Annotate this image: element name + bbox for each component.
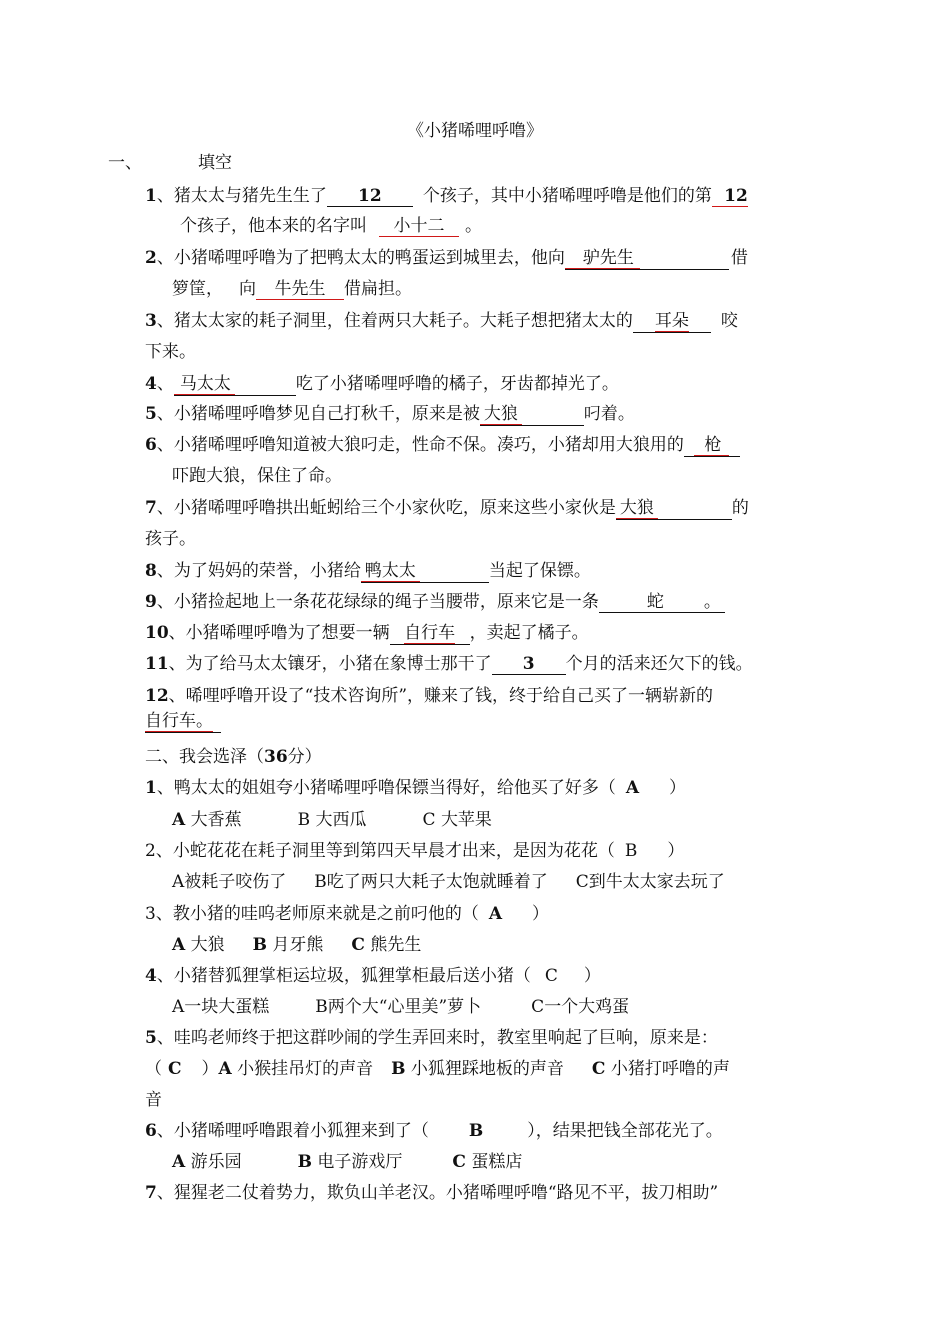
question-text: 哇呜老师终于把这群吵闹的学生弄回来时，教室里响起了巨响，原来是：	[173, 1028, 718, 1048]
question-3-line-2	[145, 337, 196, 362]
separator: 、	[156, 778, 174, 798]
answer-text: 马太太	[174, 374, 235, 395]
answer-text: 12	[358, 186, 382, 206]
question-10	[145, 618, 589, 645]
answer-text: 小十二	[393, 216, 445, 236]
option-letter: C	[591, 1059, 606, 1079]
choice-7-question	[145, 1178, 718, 1203]
answer-blank	[174, 374, 296, 396]
answer-text: 枪	[694, 435, 729, 456]
option-text: 一块大蛋糕	[184, 997, 270, 1017]
question-7-line-2	[145, 524, 196, 549]
answer-blank	[616, 498, 732, 520]
question-text: 小猪唏哩呼噜为了把鸭太太的鸭蛋运到城里去，他向	[173, 248, 565, 268]
question-3-line-1	[145, 306, 738, 333]
answer-text: 自行车	[404, 623, 456, 643]
separator: 、	[156, 374, 174, 394]
section-label: 二、我会选泽（	[145, 747, 264, 767]
answer-blank	[379, 216, 459, 237]
separator: 、	[168, 623, 186, 643]
option-letter: C	[452, 1152, 466, 1172]
answer-text: C	[168, 1059, 182, 1079]
separator: 、	[156, 435, 174, 455]
question-7-line-1	[145, 493, 749, 520]
question-number: 8	[145, 561, 157, 581]
question-text: 孩子。	[145, 529, 196, 549]
question-text: 小猪唏哩呼噜梦见自己打秋千，原来是被	[173, 404, 480, 424]
answer-text: 耳朵	[654, 311, 689, 331]
answer-text: B	[624, 841, 638, 861]
option-letter: B	[252, 935, 267, 955]
separator: 、	[168, 654, 186, 674]
question-9	[145, 587, 725, 613]
question-text: 小猪替狐狸掌柜运垃圾，狐狸掌柜最后送小猪（	[173, 966, 531, 986]
choice-6-question	[145, 1116, 723, 1141]
question-text: 向	[239, 279, 256, 299]
option-letter: A	[172, 935, 186, 955]
question-number: 1	[145, 186, 157, 206]
separator: 、	[156, 186, 174, 206]
answer-blank	[492, 654, 566, 675]
section-fill-in-heading	[108, 148, 232, 173]
separator: 、	[156, 592, 174, 612]
separator: 、	[156, 404, 174, 424]
option-letter: B	[315, 997, 328, 1017]
option-letter: B	[297, 1152, 312, 1172]
answer-text: 自行车。	[145, 711, 213, 731]
question-text: ），结果把钱全部花光了。	[527, 1121, 723, 1141]
choice-3-options	[172, 930, 421, 955]
question-text: ）	[583, 966, 601, 986]
question-number: 3	[145, 311, 157, 331]
option-text: 一个大鸡蛋	[544, 997, 630, 1017]
question-text: 猪太太与猪先生生了	[173, 186, 327, 206]
question-number: 4	[145, 374, 157, 394]
question-text: 个孩子，他本来的名字叫	[180, 216, 367, 236]
separator: 、	[156, 561, 174, 581]
question-number: 6	[145, 1121, 157, 1141]
option-letter: A	[172, 997, 185, 1017]
document-title: 《小猪唏哩呼噜》	[407, 121, 543, 141]
separator: 、	[156, 966, 174, 986]
separator: 、	[156, 1121, 174, 1141]
separator: 、	[156, 311, 174, 331]
answer-text: 大狼	[480, 404, 522, 425]
choice-6-options	[172, 1147, 522, 1172]
question-12-line-1	[145, 681, 713, 706]
question-text: 小猪唏哩呼噜跟着小狐狸来到了（	[173, 1121, 429, 1141]
question-1-line-1	[145, 181, 748, 207]
question-text: 猩猩老二仗着势力，欺负山羊老汉。小猪唏哩呼噜“路见不平，拔刀相助”	[173, 1183, 719, 1203]
option-letter: C	[351, 935, 365, 955]
question-text: 小猪捡起地上一条花花绿绿的绳子当腰带，原来它是一条	[173, 592, 599, 612]
option-text: 蛋糕店	[471, 1152, 523, 1172]
section-label-end: 分）	[287, 747, 322, 767]
answer-text: 12	[724, 186, 748, 206]
question-1-line-2	[180, 211, 482, 237]
choice-2-question	[145, 836, 684, 861]
option-text: 熊先生	[370, 935, 422, 955]
question-text: ，卖起了橘子。	[469, 623, 589, 643]
option-letter: C	[531, 997, 545, 1017]
choice-2-options	[172, 867, 725, 892]
question-text: 箩筐，	[172, 279, 223, 299]
question-text: 3、教小猪的哇呜老师原来就是之前叼他的（	[145, 904, 479, 924]
question-number: 10	[145, 623, 169, 643]
question-6-line-1	[145, 430, 740, 457]
option-text: 到牛太太家去玩了	[588, 872, 725, 892]
question-text: 吓跑大狼，保住了命。	[172, 466, 342, 486]
choice-1-options	[172, 805, 492, 830]
question-number: 9	[145, 592, 157, 612]
question-text: 咬	[720, 311, 738, 331]
question-11	[145, 649, 753, 675]
choice-1-question	[145, 773, 686, 798]
section-choice-heading	[145, 742, 322, 767]
question-text: 猪太太家的耗子洞里，住着两只大耗子。大耗子想把猪太太的	[173, 311, 633, 331]
separator: 、	[156, 498, 174, 518]
option-text: 小猪打呼噜的声	[610, 1059, 730, 1079]
choice-3-question	[145, 899, 549, 924]
option-letter: B	[314, 872, 327, 892]
option-text: 两个大“心里美”萝卜	[327, 997, 482, 1017]
question-text: 。	[703, 592, 721, 612]
option-text: 小猴挂吊灯的声音	[237, 1059, 374, 1079]
choice-5-options	[145, 1054, 730, 1079]
answer-text: A	[488, 904, 503, 924]
answer-blank	[327, 186, 413, 207]
question-number: 12	[145, 686, 169, 706]
question-text: 唏哩呼噜开设了“技术咨询所”，赚来了钱，终于给自己买了一辆崭新的	[185, 686, 714, 706]
question-number: 7	[145, 1183, 157, 1203]
question-text: 借扁担。	[344, 279, 412, 299]
question-number: 2	[145, 248, 157, 268]
answer-blank	[599, 592, 725, 613]
answer-blank	[361, 561, 489, 583]
option-letter: B	[391, 1059, 406, 1079]
question-6-line-2	[172, 461, 342, 486]
question-8	[145, 556, 591, 583]
question-text: （	[145, 1059, 162, 1079]
question-text: 鸭太太的姐姐夸小猪唏哩呼噜保镖当得好，给他买了好多（	[173, 778, 616, 798]
answer-blank	[145, 711, 221, 733]
question-4	[145, 369, 619, 396]
option-letter: C	[575, 872, 589, 892]
answer-text: A	[625, 778, 640, 798]
question-text: 小猪唏哩呼噜为了想要一辆	[185, 623, 390, 643]
option-text: 游乐园	[190, 1152, 242, 1172]
answer-blank	[565, 248, 729, 270]
question-number: 6	[145, 435, 157, 455]
question-text: 为了妈妈的荣誉，小猪给	[173, 561, 361, 581]
question-number: 7	[145, 498, 157, 518]
question-number: 5	[145, 404, 157, 424]
answer-blank	[712, 186, 748, 207]
option-text: 电子游戏厅	[317, 1152, 403, 1172]
answer-text: C	[544, 966, 558, 986]
question-number: 5	[145, 1028, 157, 1048]
option-text: 月牙熊	[272, 935, 324, 955]
question-2-line-2	[172, 274, 412, 300]
answer-text: 鸭太太	[361, 561, 420, 582]
option-text: 大香蕉	[190, 810, 242, 830]
question-text: 借	[730, 248, 748, 268]
question-text: 小猪唏哩呼噜知道被大狼叼走，性命不保。凑巧，小猪却用大狼用的	[173, 435, 684, 455]
question-number: 1	[145, 778, 157, 798]
choice-5-continued	[145, 1085, 162, 1110]
choice-5-question	[145, 1023, 718, 1048]
question-2-line-1	[145, 243, 748, 270]
question-text: 的	[731, 498, 749, 518]
answer-blank	[480, 404, 584, 426]
question-12-line-2	[145, 711, 221, 733]
option-text: 大西瓜	[315, 810, 367, 830]
question-text: 个月的活来还欠下的钱。	[565, 654, 753, 674]
question-text: ）	[201, 1059, 219, 1079]
answer-text: 大狼	[616, 498, 658, 519]
question-text: 吃了小猪唏哩呼噜的橘子，牙齿都掉光了。	[295, 374, 619, 394]
question-text: 个孩子，其中小猪唏哩呼噜是他们的第	[422, 186, 712, 206]
option-letter: A	[172, 810, 186, 830]
option-text: 大狼	[190, 935, 225, 955]
question-text: ）	[669, 778, 687, 798]
question-text: ）	[667, 841, 685, 861]
question-text: 下来。	[145, 342, 196, 362]
separator: 、	[156, 248, 174, 268]
question-text: 。	[465, 216, 482, 236]
question-text: 小猪唏哩呼噜拱出蚯蚓给三个小家伙吃，原来这些小家伙是	[173, 498, 616, 518]
option-letter: C	[422, 810, 436, 830]
question-number: 11	[145, 654, 169, 674]
question-text: 叼着。	[583, 404, 635, 424]
question-5	[145, 399, 635, 426]
answer-text: B	[468, 1121, 484, 1141]
question-text: 2、小蛇花花在耗子洞里等到第四天早晨才出来，是因为花花（	[145, 841, 615, 861]
option-text: 大苹果	[440, 810, 492, 830]
option-text: 被耗子咬伤了	[184, 872, 287, 892]
option-text: 小狐狸踩地板的声音	[410, 1059, 564, 1079]
option-text: 音	[145, 1090, 162, 1110]
option-text: 吃了两只大耗子太饱就睡着了	[326, 872, 548, 892]
answer-blank	[633, 311, 711, 333]
separator: 、	[156, 1183, 174, 1203]
choice-4-options	[172, 992, 629, 1017]
choice-4-question	[145, 961, 601, 986]
option-letter: A	[172, 872, 185, 892]
answer-text: 驴先生	[565, 248, 640, 269]
question-number: 4	[145, 966, 157, 986]
section-number: 一、	[108, 153, 142, 173]
option-letter: B	[297, 810, 311, 830]
answer-text: 蛇	[646, 592, 664, 612]
answer-blank	[256, 279, 344, 300]
answer-text: 3	[522, 654, 535, 674]
question-text: ）	[532, 904, 550, 924]
answer-blank	[390, 623, 470, 645]
separator: 、	[156, 1028, 174, 1048]
separator: 、	[168, 686, 186, 706]
option-letter: A	[172, 1152, 186, 1172]
section-score: 36	[264, 747, 288, 767]
answer-text: 牛先生	[274, 279, 326, 299]
section-label: 填空	[198, 153, 232, 173]
answer-blank	[684, 435, 740, 457]
question-text: 为了给马太太镶牙，小猪在象博士那干了	[185, 654, 492, 674]
question-text: 当起了保镖。	[488, 561, 591, 581]
option-letter: A	[218, 1059, 232, 1079]
